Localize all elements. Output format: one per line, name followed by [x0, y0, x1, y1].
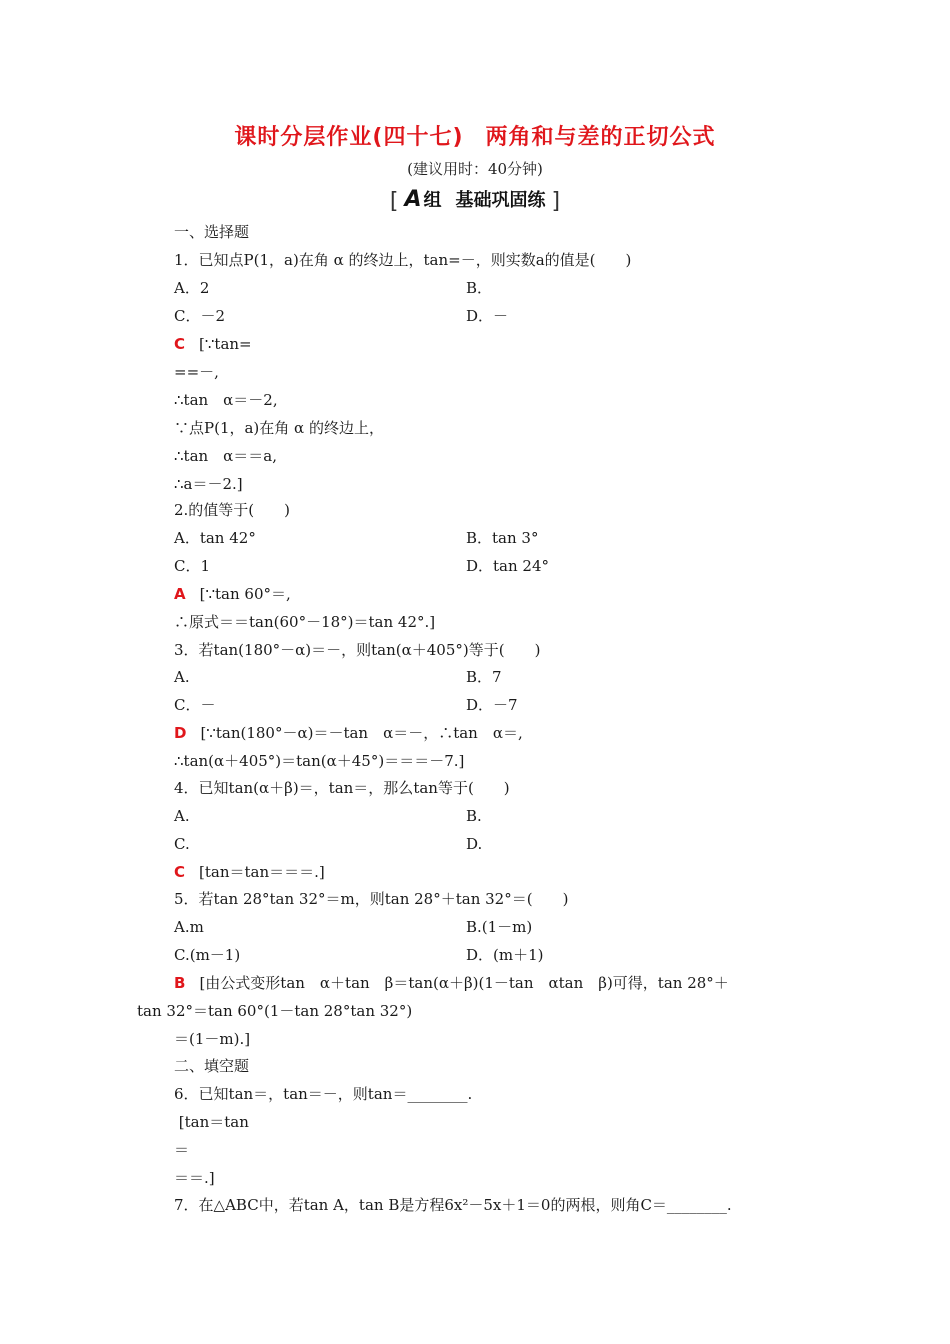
q3-solution-text: [∵tan(180°－α)＝－tan α＝－，∴tan α＝,: [200, 724, 523, 742]
question-4: 4．已知tan(α＋β)＝，tan＝，那么tan等于( ): [174, 779, 510, 797]
q5-option-a: A.m: [174, 918, 204, 936]
q5-solution-line-3: ＝(1－m).]: [174, 1030, 251, 1048]
question-6: 6．已知tan＝，tan＝－，则tan＝________.: [174, 1085, 473, 1103]
q4-solution-text: [tan＝tan＝＝＝.]: [199, 863, 325, 881]
title-part-2: 两角和与差的正切公式: [485, 125, 716, 150]
left-bracket-icon: [: [389, 189, 399, 214]
q1-option-b: B．: [466, 279, 493, 297]
question-1: 1．已知点P(1，a)在角 α 的终边上，tan=－，则实数a的值是( ): [174, 251, 632, 269]
q1-option-c: C．－2: [174, 307, 226, 325]
q3-answer-letter: D: [174, 724, 187, 742]
section-fill-heading: 二、填空题: [174, 1057, 250, 1075]
q1-option-d: D．－: [466, 307, 509, 325]
title-part-1: 课时分层作业(四十七): [234, 125, 464, 150]
q4-option-b: B.: [466, 807, 482, 825]
q3-option-d: D．－7: [466, 696, 518, 714]
question-2: 2.的值等于( ): [174, 501, 291, 519]
q5-answer-letter: B: [174, 974, 186, 992]
q4-option-c: C.: [174, 835, 190, 853]
q5-option-c: C.(m－1): [174, 946, 241, 964]
q6-solution-line: [tan＝tan: [174, 1113, 249, 1131]
q4-option-d: D.: [466, 835, 483, 853]
group-letter: A: [404, 187, 422, 212]
suggested-time: (建议用时：40分钟): [407, 160, 543, 178]
q2-solution-text: [∵tan 60°＝,: [199, 585, 291, 603]
q1-option-a: A．2: [174, 279, 210, 297]
q1-solution-line-4: ∵点P(1，a)在角 α 的终边上，: [174, 419, 384, 437]
q1-solution-text: [∵tan=: [199, 335, 252, 353]
q4-answer-letter: C: [174, 863, 186, 881]
q1-solution-line-5: ∴tan α＝＝a,: [174, 447, 278, 465]
q5-solution-line-2: tan 32°＝tan 60°(1－tan 28°tan 32°): [137, 1002, 413, 1020]
q4-solution-line: [174, 862, 325, 882]
q5-option-b: B.(1－m): [466, 918, 533, 936]
q3-solution-line-2: ∴tan(α＋405°)＝tan(α＋45°)＝＝＝－7.]: [174, 752, 465, 770]
group-name: 基础巩固练: [455, 190, 546, 211]
q6-solution-line-2: ＝: [174, 1141, 190, 1159]
q3-solution-line: [174, 723, 523, 743]
q5-solution-text: [由公式变形tan α＋tan β＝tan(α＋β)(1－tan αtan β)可得，tan 28°＋: [199, 974, 729, 992]
q1-solution-line-2: ==－,: [174, 363, 219, 381]
q2-option-d: D．tan 24°: [466, 557, 550, 575]
section-choice-heading: 一、选择题: [174, 223, 250, 241]
group-heading: [0, 186, 950, 212]
q3-option-a: A.: [174, 668, 190, 686]
q2-solution-line: [174, 584, 291, 604]
q1-solution-line-6: ∴a＝－2.]: [174, 475, 243, 493]
q5-option-d: D．(m＋1): [466, 946, 544, 964]
question-5: 5．若tan 28°tan 32°＝m，则tan 28°＋tan 32°＝( ): [174, 890, 569, 908]
q2-option-b: B．tan 3°: [466, 529, 539, 547]
q4-option-a: A.: [174, 807, 190, 825]
q3-option-c: C．－: [174, 696, 216, 714]
q1-answer-letter: C: [174, 335, 186, 353]
right-bracket-icon: ]: [551, 189, 561, 214]
q2-option-a: A．tan 42°: [174, 529, 256, 547]
q2-solution-line-2: ∴原式＝＝tan(60°－18°)＝tan 42°.]: [174, 613, 436, 631]
q1-solution-line: [174, 334, 252, 354]
q2-answer-letter: A: [174, 585, 186, 603]
group-label: 组: [423, 190, 442, 211]
q1-solution-line-3: ∴tan α＝－2,: [174, 391, 278, 409]
q5-solution-line: [174, 973, 729, 993]
q2-option-c: C．1: [174, 557, 211, 575]
question-3: 3．若tan(180°－α)＝－，则tan(α＋405°)等于( ): [174, 641, 541, 659]
page-title: [0, 120, 950, 151]
q6-solution-line-3: ＝＝.]: [174, 1169, 215, 1187]
question-7: 7．在△ABC中，若tan A，tan B是方程6x²－5x＋1＝0的两根，则角C＝________.: [174, 1196, 732, 1214]
q3-option-b: B．7: [466, 668, 502, 686]
